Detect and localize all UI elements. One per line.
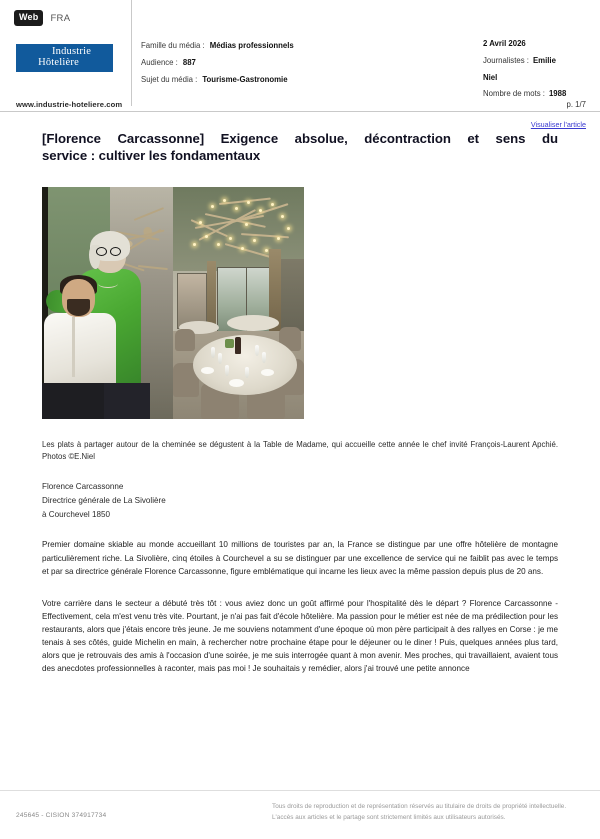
publication-info-block <box>483 40 593 107</box>
document-header <box>0 0 600 112</box>
photo-right-wine-bottle <box>235 337 241 354</box>
headline-word: du <box>541 131 558 146</box>
copyright-notice <box>272 801 584 823</box>
logo-line-2: Hôtelière <box>38 57 79 68</box>
audience-row <box>141 59 294 67</box>
headline-line-1 <box>42 130 558 147</box>
journalists-value: Emilie <box>532 55 556 65</box>
journalists-value-continued: Niel <box>483 72 498 82</box>
media-subject-value: Tourisme-Gastronomie <box>202 74 288 84</box>
header-vertical-divider <box>131 0 132 106</box>
logo-line-1: Industrie <box>51 46 92 58</box>
footer-rule <box>0 790 600 791</box>
article-paragraph-1: Premier domaine skiable au monde accueillant 10 millions de touristes par an, la France se distingue par une offre hôtelière de montagne particulièrement riche. La Sivolière, cinq étoiles à Courchevel a su se distinguer par une excellence de service qui ne faiblit pas avec le temps et par sa directrice générale Florence Carcassonne, figure emblématique qui incarne les lieux avec la même passion depuis plus de 20 ans. <box>42 540 558 576</box>
photo-right-wine-glass <box>245 367 249 378</box>
photo-right-chair <box>175 329 195 351</box>
page-title <box>42 130 558 165</box>
headline-word: [Florence <box>42 131 101 146</box>
photo-left-woman-trousers <box>104 383 150 419</box>
photo-right-round-table <box>193 335 297 395</box>
journalists-row <box>483 57 593 65</box>
view-article-link[interactable]: Visualiser l'article <box>530 120 586 129</box>
audience-label: Audience : <box>141 57 178 67</box>
header-horizontal-rule <box>0 111 600 112</box>
photo-right-wine-glass <box>218 353 222 364</box>
audience-value: 887 <box>182 57 196 67</box>
photo-right-table-plant <box>225 339 234 348</box>
photo-left-portrait <box>42 187 173 419</box>
article-paragraph-2: Votre carrière dans le secteur a débuté très tôt : vous aviez donc un goût affirmé pour l'hospitalité dès le départ ? Florence Carcassonne - Effectivement, cela m'est venu très vite. Pourtant, je n'ai pas fait d'école hôtelière. Ma passion pour le métier est née de ma prédilection pour les restaurants, alors que j'étais encore très jeune. Je me souviens notamment d'une époque où mon père participait à des rallyes en Corse : je me tenais à ses côtés, guide Michelin en main, à rechercher notre prochaine étape pour le déjeuner ou le diner ! Puis, quelques années plus tard, alors que je retrouvais des amis à l'occasion d'une soirée, je me suis interrogée quant à mon avenir. Mes proches, qui travaillaient, avaient tous des anecdotes professionnelles à raconter, mais pas moi ! Je souhaitais y remédier, alors j'ai trouvé une petite annonce <box>42 598 558 674</box>
photo-right-plate <box>229 379 244 387</box>
web-badge: Web <box>14 10 43 26</box>
photo-left-woman-glasses <box>96 247 123 256</box>
publication-website: www.industrie-hoteliere.com <box>16 100 123 109</box>
photo-right-dining-room <box>173 187 304 419</box>
word-count-label: Nombre de mots : <box>483 89 545 99</box>
word-count-value: 1988 <box>548 89 567 99</box>
photo-left-woman-necklace <box>98 279 118 288</box>
document-id: 245645 - CISION 374917734 <box>16 812 107 819</box>
source-type-row <box>14 10 70 26</box>
photo-right-plate <box>201 367 214 374</box>
byline-location: à Courchevel 1850 <box>42 510 110 520</box>
photo-right-wine-glass <box>255 345 259 356</box>
headline-word: et <box>467 131 480 146</box>
byline-role: Directrice générale de La Sivolière <box>42 496 166 506</box>
media-metadata-block <box>141 42 294 92</box>
media-family-label: Famille du média : <box>141 41 205 50</box>
headline-word: Carcassonne] <box>117 131 205 146</box>
article-content <box>42 130 558 684</box>
headline-word: Exigence <box>220 131 279 146</box>
photo-right-plate <box>261 369 274 376</box>
media-family-row <box>141 42 294 50</box>
photo-right-background-table <box>227 315 279 331</box>
media-subject-row <box>141 76 294 84</box>
media-family-value: Médias professionnels <box>209 41 294 50</box>
page-number: p. 1/7 <box>566 100 586 109</box>
headline-line-2: service : cultiver les fondamentaux <box>42 148 261 164</box>
publication-date: 2 Avril 2026 <box>483 39 526 48</box>
byline-block <box>42 480 558 521</box>
headline-word: décontraction <box>364 131 451 146</box>
headline-word: sens <box>495 131 526 146</box>
photo-right-wine-glass <box>225 365 229 376</box>
photo-left-chef-beard <box>67 299 90 316</box>
byline-name: Florence Carcassonne <box>42 482 124 492</box>
country-code-label: FRA <box>50 12 71 24</box>
article-photo <box>42 187 304 419</box>
copyright-line-2: L'accès aux articles et le partage sont strictement limités aux utilisateurs autorisés. <box>272 814 506 822</box>
photo-caption: Les plats à partager autour de la cheminée se dégustent à la Table de Madame, qui accueille cette année le chef invité François-Laurent Apchié. Photos ©E.Niel <box>42 439 558 462</box>
journalists-label: Journalistes : <box>483 55 529 65</box>
photo-right-wine-glass <box>262 352 266 363</box>
photo-right-wine-glass <box>211 347 215 358</box>
photo-left-chef-placket <box>72 317 75 377</box>
media-subject-label: Sujet du média : <box>141 74 198 84</box>
headline-word: absolue, <box>294 131 348 146</box>
publication-logo <box>16 44 113 72</box>
word-count-row <box>483 90 593 98</box>
copyright-line-1: Tous droits de reproduction et de représentation réservés au titulaire de droits de propriété intellectuelle. <box>272 803 567 810</box>
